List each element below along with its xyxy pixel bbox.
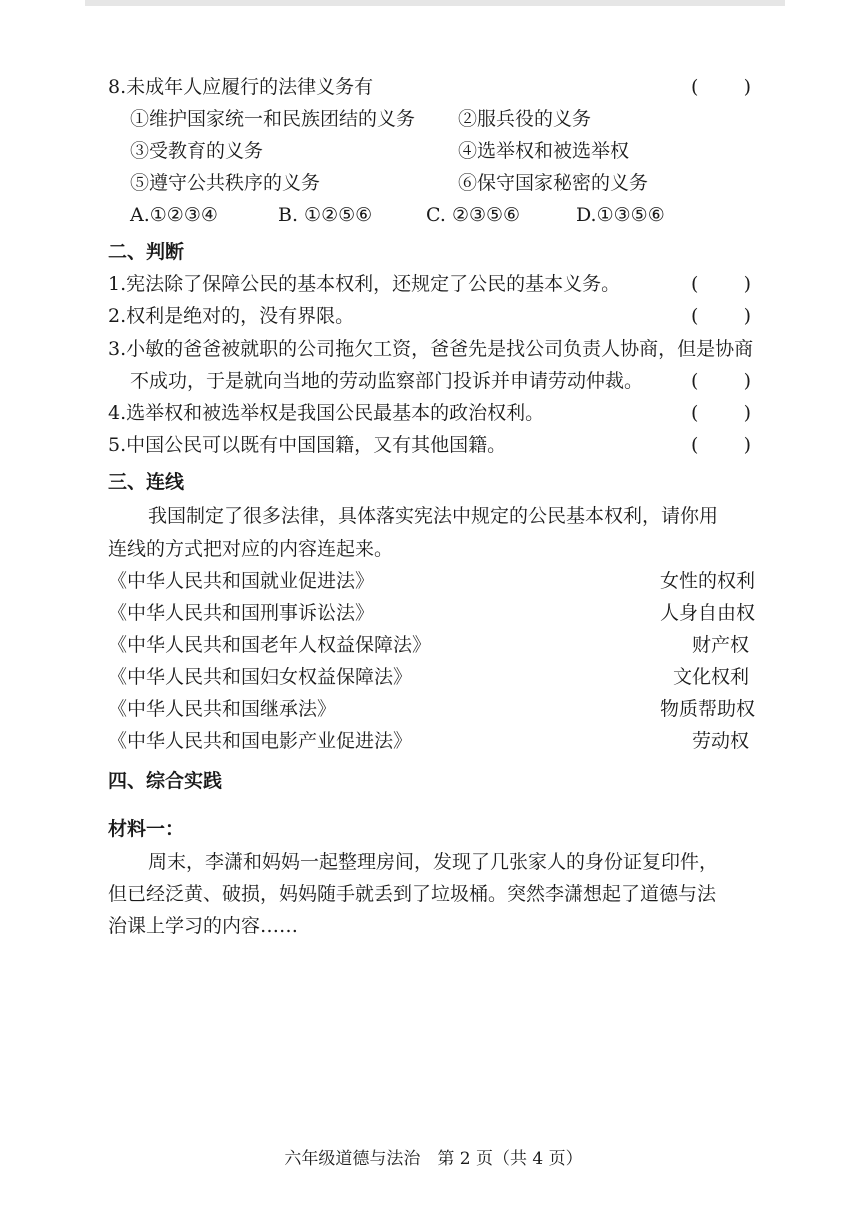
judge-q4: 4.选举权和被选举权是我国公民最基本的政治权利。 xyxy=(108,402,545,424)
right-4: 文化权利 xyxy=(672,666,749,688)
section4-title: 四、综合实践 xyxy=(108,770,223,792)
right-1: 女性的权利 xyxy=(659,570,755,592)
material-p2: 但已经泛黄、破损，妈妈随手就丢到了垃圾桶。突然李潇想起了道德与法 xyxy=(108,883,717,905)
q8-item-3: ③受教育的义务 xyxy=(130,140,264,162)
q8-option-a: A.①②③④ xyxy=(130,204,218,226)
law-2: 《中华人民共和国刑事诉讼法》 xyxy=(108,602,375,624)
match-row-4 xyxy=(108,661,763,693)
law-6: 《中华人民共和国电影产业促进法》 xyxy=(108,730,413,752)
section3-title: 三、连线 xyxy=(108,471,185,493)
match-row-3 xyxy=(108,629,763,661)
material-p1: 周末，李潇和妈妈一起整理房间，发现了几张家人的身份证复印件， xyxy=(148,851,719,873)
right-2: 人身自由权 xyxy=(659,602,755,624)
judge-q5-line: 5.中国公民可以既有中国国籍，又有其他国籍。 ( ) xyxy=(108,434,751,456)
match-row-1 xyxy=(108,565,763,597)
scan-top-edge xyxy=(85,0,785,6)
q8-item-4: ④选举权和被选举权 xyxy=(458,140,630,162)
match-row-6 xyxy=(108,725,763,757)
material-label: 材料一： xyxy=(108,818,185,840)
match-row-2 xyxy=(108,597,763,629)
right-3: 财产权 xyxy=(691,634,749,656)
q8-items-row-2 xyxy=(130,135,763,167)
q8-stem-line: 8.未成年人应履行的法律义务有 ( ) xyxy=(108,76,751,98)
section2-title: 二、判断 xyxy=(108,241,185,263)
q8-stem: 8.未成年人应履行的法律义务有 xyxy=(108,76,374,98)
right-5: 物质帮助权 xyxy=(659,698,755,720)
law-3: 《中华人民共和国老年人权益保障法》 xyxy=(108,634,432,656)
q8-options-row xyxy=(130,199,763,231)
judge-q3-line-2: 不成功，于是就向当地的劳动监察部门投诉并申请劳动仲裁。 ( ) xyxy=(130,370,751,392)
q8-option-c: C. ②③⑤⑥ xyxy=(426,204,521,226)
q8-item-1: ①维护国家统一和民族团结的义务 xyxy=(130,108,416,130)
q8-item-6: ⑥保守国家秘密的义务 xyxy=(458,172,649,194)
q8-item-2: ②服兵役的义务 xyxy=(458,108,592,130)
page-footer: 六年级道德与法治 第 2 页（共 4 页） xyxy=(284,1149,583,1169)
q8-option-d: D.①③⑤⑥ xyxy=(576,204,665,226)
judge-q2: 2.权利是绝对的，没有界限。 xyxy=(108,305,355,327)
q8-option-b: B. ①②⑤⑥ xyxy=(278,204,373,226)
q8-items-row-1 xyxy=(130,103,763,135)
judge-q3-cont: 不成功，于是就向当地的劳动监察部门投诉并申请劳动仲裁。 xyxy=(130,370,644,392)
right-6: 劳动权 xyxy=(691,730,749,752)
law-4: 《中华人民共和国妇女权益保障法》 xyxy=(108,666,413,688)
section3-intro-1: 我国制定了很多法律，具体落实宪法中规定的公民基本权利，请你用 xyxy=(148,505,719,527)
judge-q1-line: 1.宪法除了保障公民的基本权利，还规定了公民的基本义务。 ( ) xyxy=(108,273,751,295)
q8-item-5: ⑤遵守公共秩序的义务 xyxy=(130,172,321,194)
match-row-5 xyxy=(108,693,763,725)
judge-q4-line: 4.选举权和被选举权是我国公民最基本的政治权利。 ( ) xyxy=(108,402,751,424)
judge-q1: 1.宪法除了保障公民的基本权利，还规定了公民的基本义务。 xyxy=(108,273,621,295)
section3-intro-2: 连线的方式把对应的内容连起来。 xyxy=(108,538,394,560)
q8-items-row-3 xyxy=(130,167,763,199)
judge-q5: 5.中国公民可以既有中国国籍，又有其他国籍。 xyxy=(108,434,507,456)
judge-q3-line-1: 3.小敏的爸爸被就职的公司拖欠工资，爸爸先是找公司负责人协商，但是协商 xyxy=(108,338,754,360)
judge-q2-line: 2.权利是绝对的，没有界限。 ( ) xyxy=(108,305,751,327)
law-5: 《中华人民共和国继承法》 xyxy=(108,698,337,720)
material-p3: 治课上学习的内容…… xyxy=(108,915,299,937)
law-1: 《中华人民共和国就业促进法》 xyxy=(108,570,375,592)
